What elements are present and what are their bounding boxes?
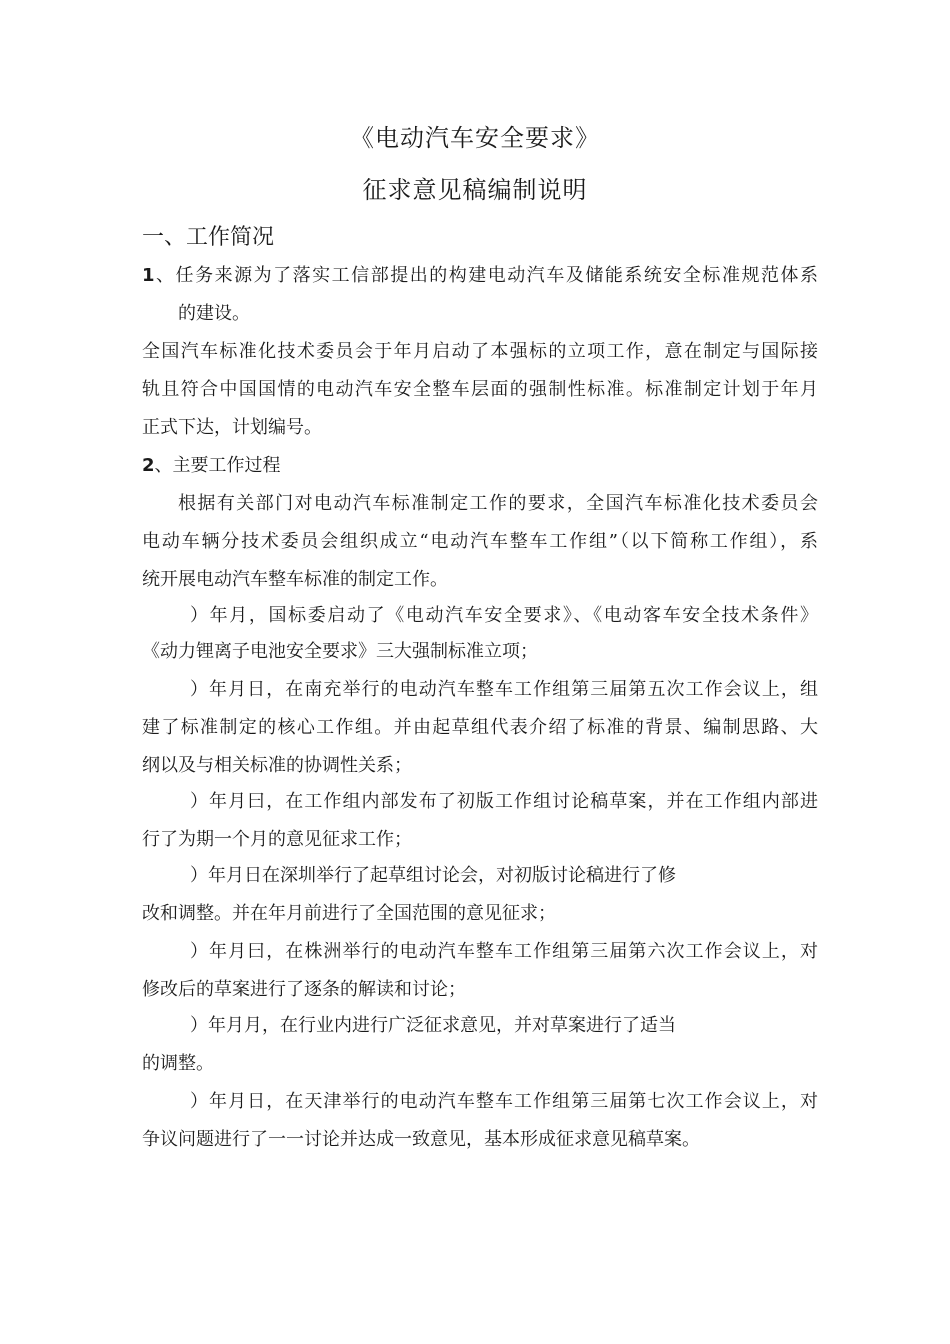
- item2-number: 2: [142, 455, 155, 476]
- item2-heading: [142, 454, 281, 478]
- document-subtitle: 征求意见稿编制说明: [362, 176, 588, 204]
- event-line: ）年月日在深圳举行了起草组讨论会，对初版讨论稿进行了修: [190, 865, 676, 886]
- para1-line: 轨且符合中国国情的电动汽车安全整车层面的强制性标准。标准制定计划于年月: [142, 379, 818, 400]
- event-line: ）年月，国标委启动了《电动汽车安全要求》、《电动客车安全技术条件》: [190, 605, 818, 626]
- item1-text: 、任务来源为了落实工信部提出的构建电动汽车及储能系统安全标准规范体系: [154, 265, 818, 286]
- event-line: 《动力锂离子电池安全要求》三大强制标准立项；: [142, 641, 538, 662]
- event-line: 改和调整。并在年月前进行了全国范围的意见征求；: [142, 903, 556, 924]
- event-line: 的调整。: [142, 1053, 214, 1074]
- event-line: ）年月日，在天津举行的电动汽车整车工作组第三届第七次工作会议上，对: [190, 1091, 818, 1112]
- item1-number: 1: [142, 265, 155, 286]
- event-line: 修改后的草案进行了逐条的解读和讨论；: [142, 979, 466, 1000]
- para1-line: 全国汽车标准化技术委员会于年月启动了本强标的立项工作，意在制定与国际接: [142, 341, 818, 362]
- para2-line: 电动车辆分技术委员会组织成立“电动汽车整车工作组”（以下简称工作组），系: [142, 531, 818, 552]
- document-title: 《电动汽车安全要求》: [350, 124, 600, 152]
- item1-line1: [142, 264, 818, 288]
- event-line: 行了为期一个月的意见征求工作；: [142, 829, 412, 850]
- section-heading: 一、工作简况: [142, 225, 275, 250]
- event-line: 纲以及与相关标准的协调性关系；: [142, 755, 412, 776]
- event-line: 建了标准制定的核心工作组。并由起草组代表介绍了标准的背景、编制思路、大: [142, 717, 818, 738]
- event-line: 争议问题进行了一一讨论并达成一致意见，基本形成征求意见稿草案。: [142, 1129, 700, 1150]
- item2-text: 、主要工作过程: [154, 455, 281, 476]
- item1-line2: 的建设。: [178, 303, 250, 324]
- event-line: ）年月月，在行业内进行广泛征求意见，并对草案进行了适当: [190, 1015, 676, 1036]
- para1-line: 正式下达，计划编号。: [142, 417, 322, 438]
- event-line: ）年月曰，在株洲举行的电动汽车整车工作组第三届第六次工作会议上，对: [190, 941, 818, 962]
- para2-line: 根据有关部门对电动汽车标准制定工作的要求，全国汽车标准化技术委员会: [178, 493, 818, 514]
- event-line: ）年月曰，在工作组内部发布了初版工作组讨论稿草案，并在工作组内部进: [190, 791, 818, 812]
- event-line: ）年月日，在南充举行的电动汽车整车工作组第三届第五次工作会议上，组: [190, 679, 818, 700]
- para2-line: 统开展电动汽车整车标准的制定工作。: [142, 569, 448, 590]
